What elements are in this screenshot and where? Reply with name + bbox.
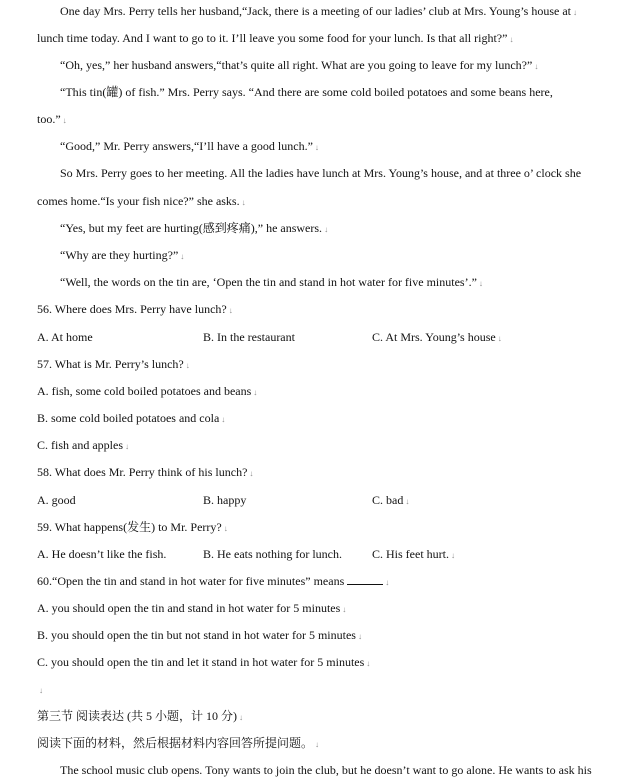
story-line: “Good,” Mr. Perry answers,“I’ll have a good lunch.” ↓ (60, 139, 319, 153)
section-heading: 第三节 阅读表达 (共 5 小题，计 10 分) ↓ (37, 709, 243, 723)
story-line: One day Mrs. Perry tells her husband,“Jack, there is a meeting of our ladies’ club at Mrs. Young’s house at ↓ (60, 4, 578, 18)
story-line: “Why are they hurting?” ↓ (60, 248, 185, 262)
story-line: comes home.“Is your fish nice?” she asks. ↓ (37, 194, 246, 208)
empty-paragraph: ↓ (39, 686, 43, 695)
passage-line: The school music club opens. Tony wants to join the club, but he doesn’t want to go alone. He wants to ask his (60, 763, 592, 777)
answer-option: A. fish, some cold boiled potatoes and beans ↓ (37, 384, 258, 398)
answer-option: A. good (37, 493, 76, 507)
story-line: So Mrs. Perry goes to her meeting. All the ladies have lunch at Mrs. Young’s house, and at three o’ clock she (60, 166, 582, 180)
question-stem: 57. What is Mr. Perry’s lunch? ↓ (37, 357, 190, 371)
story-line: “Oh, yes,” her husband answers,“that’s quite all right. What are you going to leave for my lunch?” ↓ (60, 58, 539, 72)
answer-option: C. bad ↓ (372, 493, 410, 507)
question-stem: 58. What does Mr. Perry think of his lunch? ↓ (37, 465, 254, 479)
story-line: “Well, the words on the tin are, ‘Open the tin and stand in hot water for five minutes’.” ↓ (60, 275, 483, 289)
story-line: “Yes, but my feet are hurting(感到疼痛),” he answers. ↓ (60, 221, 329, 235)
story-line: lunch time today. And I want to go to it. I’ll leave you some food for your lunch. Is that all right?” ↓ (37, 31, 514, 45)
question-stem: 60.“Open the tin and stand in hot water for five minutes” means ↓ (37, 574, 390, 588)
answer-option: B. In the restaurant (203, 330, 295, 344)
answer-option: B. He eats nothing for lunch. (203, 547, 342, 561)
answer-option: B. happy (203, 493, 247, 507)
question-stem: 59. What happens(发生) to Mr. Perry? ↓ (37, 520, 228, 534)
answer-option: B. some cold boiled potatoes and cola ↓ (37, 411, 226, 425)
answer-blank (347, 574, 383, 585)
answer-option: A. He doesn’t like the fish. (37, 547, 167, 561)
answer-option: C. At Mrs. Young’s house ↓ (372, 330, 502, 344)
answer-option: A. you should open the tin and stand in hot water for 5 minutes ↓ (37, 601, 347, 615)
answer-option: C. you should open the tin and let it stand in hot water for 5 minutes ↓ (37, 655, 371, 669)
story-line: too.” ↓ (37, 112, 67, 126)
answer-option: B. you should open the tin but not stand in hot water for 5 minutes ↓ (37, 628, 362, 642)
answer-option: C. fish and apples ↓ (37, 438, 129, 452)
question-stem: 56. Where does Mrs. Perry have lunch? ↓ (37, 302, 233, 316)
section-instruction: 阅读下面的材料，然后根据材料内容回答所提问题。 ↓ (37, 736, 320, 750)
answer-option: C. His feet hurt. ↓ (372, 547, 455, 561)
story-line: “This tin(罐) of fish.” Mrs. Perry says. “And there are some cold boiled potatoes and some beans here, (60, 85, 553, 99)
answer-option: A. At home (37, 330, 93, 344)
